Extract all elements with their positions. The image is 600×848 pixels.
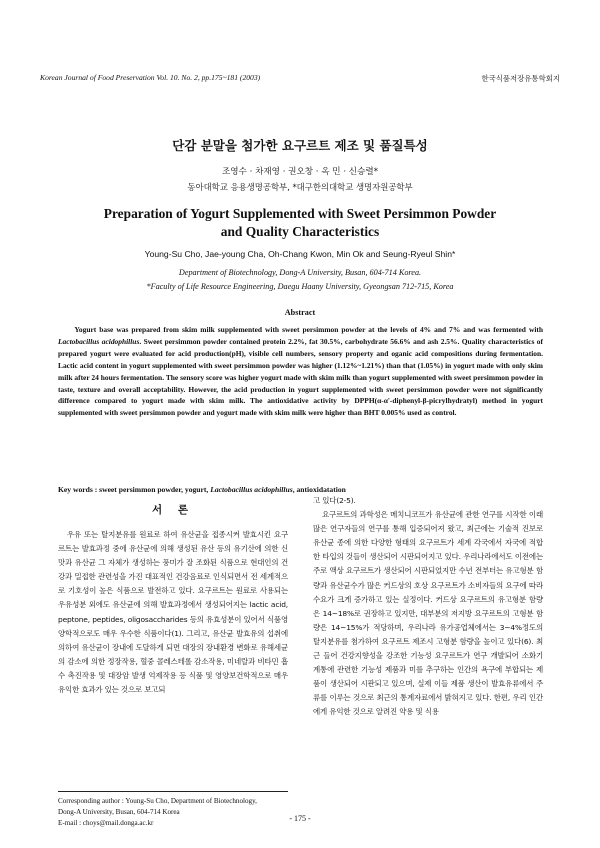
- keywords-tail: , antioxidatation: [292, 485, 346, 494]
- intro-paragraph-left: 우유 또는 탈지분유를 원료로 하여 유산균을 접종시켜 발효시킨 요구르트는 발효과정 중에 유산균에 의해 생성된 유산 등의 유기산에 의한 신맛과 유산균 그 자체가 생성하는 풍미가 잘 조화된 식품으로 현대인의 건강과 밀접한 관련성을 가진 대표적인 건강음료로 인식되면서 전 세계적으로 기호성이 높은 식품으로 발전하고 있다. 요구르트는 원료로 사용되는 우유성분 외에도 유산균에 의해 발효과정에서 생성되어지는 lactic acid, peptone, peptides, oligosaccharides 등의 유효성분이 있어서 식품영양학적으로도 매우 우수한 식품이다(1). 그리고, 유산균 발효유의 섭취에 의하여 유산균이 장내에 도달하게 되면 대장의 장내환경 변화로 유해세균의 감소에 의한 정장작용, 혈중 콜레스테롤 감소작용, 미네랄과 비타민 흡수 촉진작용 및 대장암 발생 억제작용 등 식품 및 영양보건학적으로 매우 유익한 효과가 있는 것으로 보고되: [58, 530, 288, 695]
- footnote-line1: Corresponding author : Young-Su Cho, Department of Biotechnology,: [58, 797, 257, 805]
- english-authors: Young-Su Cho, Jae-young Cha, Oh-Chang Kwon, Min Ok and Seung-Ryeul Shin*: [144, 249, 456, 259]
- korean-authors: 조영수 · 차재영 · 권오창 · 옥 민 · 신승렬*: [221, 167, 379, 177]
- running-header: [40, 73, 560, 85]
- abstract-heading: Abstract: [284, 308, 316, 317]
- keywords: [58, 485, 543, 494]
- society-name: 한국식품저장유통학회지: [481, 74, 560, 83]
- left-column: [58, 494, 288, 697]
- abstract-organism: Lactobacillus acidophillus: [58, 336, 140, 346]
- abstract-body: [58, 324, 543, 419]
- page-number: - 175 -: [289, 814, 311, 823]
- keywords-label: Key words : sweet persimmon powder, yogurt,: [58, 485, 211, 494]
- abstract-part1: Yogurt base was prepared from skim milk supplemented with sweet persimmon powder at the levels of 4% and 7% and was fermented with: [74, 325, 543, 334]
- footnote-email: E-mail : choys@mail.donga.ac.kr: [58, 818, 154, 827]
- footnote-line2: Dong-A University, Busan, 604-714 Korea: [58, 807, 180, 816]
- english-title-line1: Preparation of Yogurt Supplemented with Sweet Persimmon Powder: [103, 206, 497, 221]
- english-title: [60, 205, 540, 240]
- keywords-organism: Lactobacillus acidophillus: [210, 485, 293, 494]
- footnote-divider: [58, 791, 288, 792]
- journal-citation: Korean Journal of Food Preservation Vol. 10. No. 2, pp.175~181 (2003): [40, 73, 261, 82]
- right-column: [313, 494, 543, 720]
- corresponding-author-footnote: [58, 796, 293, 828]
- english-title-line2: and Quality Characteristics: [220, 223, 380, 239]
- section-heading-introduction: 서 론: [152, 504, 194, 516]
- english-affiliations: [0, 266, 600, 293]
- korean-affiliation: 동아대학교 응용생명공학부, *대구한의대학교 생명자원공학부: [187, 182, 413, 192]
- affiliation-1: Department of Biotechnology, Dong-A University, Busan, 604-714 Korea.: [178, 268, 422, 277]
- intro-paragraph-right-2: 요구르트의 과학성은 메치니코프가 유산균에 관한 연구를 시작한 이래 많은 연구자들의 연구를 통해 입증되어져 왔고, 최근에는 기술적 진보로 유산균 종에 의한 다양한 형태의 요구르트가 세계 각국에서 자국에 적합한 타입의 것들이 생산되어 시판되어지고 있다. 우리나라에서도 이전에는 주로 액상 요구르트가 생산되어 시판되었지만 수년 전부터는 유고형분 함량과 유산균수가 많은 커드상의 호상 요구르트가 소비자들의 요구에 따라 수요가 크게 증가하고 있는 실정이다. 커드상 요구르트의 유고형분 함량은 14~18%로 권장하고 있지만, 대부분의 저지방 요구르트의 고형분 함량은 14~15%가 적당하며, 우리나라 유가공업체에서는 3~4%정도의 탈지분유를 첨가하여 요구르트 제조시 고형분 함량을 높이고 있다(6). 최근 들어 건강지향성을 강조한 기능성 요구르트가 연구 개발되어 소화기 계통에 관련한 기능성 제품과 미를 추구하는 인간의 욕구에 부합되는 제품이 생산되어 시판되고 있으며, 실제 이들 제품 생산이 발효유류에서 주류를 이루는 것으로 최근의 통계자료에서 밝혀지고 있다. 한편, 우리 인간에게 유익한 것으로 알려진 약용 및 식용: [313, 510, 543, 717]
- abstract-part2: . Sweet persimmon powder contained protein 2.2%, fat 30.5%, carbohydrate 56.6% and ash 2.5%. Quality characteristics of prepared yogurt were evaluated for acid production(pH), visible cell numbers, sensory property and oganic acid compositions during fermentation. Lactic acid content in yogurt supplemented with sweet persimmon powder was higher (1.12%~1.21%) than that (1.05%) in yogurt made with only skim milk after 24 hours fermentation. The sensory score was higher yogurt made with skim milk than yogurt supplemented with sweet persimmon powder in taste, texture and overall acceptability. However, the acid production in yogurt supplemented with sweet persimmon powder were not significantly difference compared to yogurt made with skim milk. The antioxidative activity by DPPH(α-α'-diphenyl-β-picrylhydratyl) method in yogurt supplemented with sweet persimmon powder and yogurt made with skim milk were higher than BHT 0.005% used as control.: [58, 336, 543, 418]
- affiliation-2: *Faculty of Life Resource Engineering, Daegu Haany University, Gyeongsan 712-715, Korea: [146, 281, 454, 291]
- intro-paragraph-right-1: 고 있다(2-5).: [313, 496, 356, 505]
- korean-title: 단감 분말을 첨가한 요구르트 제조 및 품질특성: [172, 138, 428, 153]
